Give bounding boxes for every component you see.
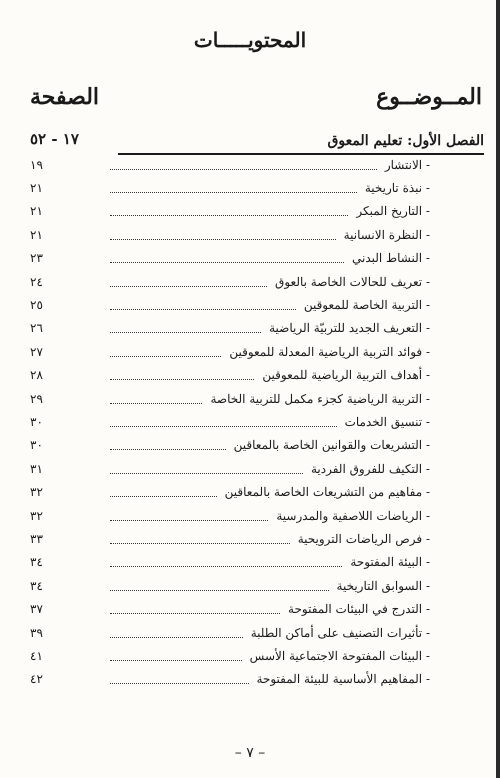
- toc-entry: [30, 293, 430, 316]
- toc-entry-label: - التعريف الجديد للتربيّة الرياضية: [269, 321, 430, 336]
- dot-leader: [110, 191, 357, 193]
- toc-entry-label: - الرياضات اللاصفية والمدرسية: [276, 508, 430, 523]
- toc-entry-page: ٣٤: [30, 555, 43, 570]
- toc-entry: [30, 200, 430, 223]
- toc-entry-label: - تأثيرات التصنيف على أماكن الطلبة: [250, 625, 430, 640]
- dot-leader: [110, 682, 249, 684]
- toc-entries: [30, 153, 430, 691]
- dot-leader: [110, 519, 268, 521]
- toc-entry: [30, 504, 430, 527]
- toc-entry-label: - تنسيق الخدمات: [344, 414, 430, 429]
- chapter-heading: [30, 130, 484, 152]
- toc-entry-page: ٢٧: [30, 344, 43, 359]
- dot-leader: [110, 308, 296, 310]
- toc-entry: [30, 574, 430, 597]
- dot-leader: [110, 238, 336, 240]
- toc-entry-label: - البيئات المفتوحة الاجتماعية الأسس: [249, 648, 430, 663]
- toc-entry-page: ٣٧: [30, 602, 43, 617]
- toc-entry-page: ٢١: [30, 181, 43, 196]
- dot-leader: [110, 402, 202, 404]
- toc-entry-page: ٢٣: [30, 251, 43, 266]
- toc-entry-label: - التشريعات والقوانين الخاصة بالمعاقين: [233, 438, 430, 453]
- dot-leader: [110, 425, 337, 427]
- toc-entry: [30, 551, 430, 574]
- toc-entry-page: ٢٨: [30, 368, 43, 383]
- page-edge: [496, 0, 500, 778]
- toc-entry-label: - التربية الرياضية كجزء مكمل للتربية الخاصة: [210, 391, 430, 406]
- dot-leader: [110, 589, 329, 591]
- toc-entry-label: - المفاهيم الأساسية للبيئة المفتوحة: [256, 672, 430, 687]
- toc-entry: [30, 434, 430, 457]
- toc-entry-label: - النشاط البدني: [351, 251, 430, 266]
- toc-entry: [30, 364, 430, 387]
- toc-entry: [30, 621, 430, 644]
- toc-entry: [30, 480, 430, 503]
- dot-leader: [110, 448, 226, 450]
- toc-entry-label: - النظرة الانسانية: [343, 227, 430, 242]
- toc-entry-page: ٣٢: [30, 508, 43, 523]
- toc-entry-label: - تعريف للحالات الخاصة بالعوق: [275, 274, 430, 289]
- toc-entry-page: ٢٥: [30, 298, 43, 313]
- dot-leader: [110, 612, 280, 614]
- toc-entry-page: ٣٤: [30, 578, 43, 593]
- toc-entry-page: ٣٩: [30, 625, 43, 640]
- toc-entry: [30, 317, 430, 340]
- dot-leader: [110, 355, 221, 357]
- chapter-title: الفصل الأول: تعليم المعوق: [327, 133, 484, 149]
- toc-entry-page: ٢٦: [30, 321, 43, 336]
- toc-entry-page: ٢١: [30, 204, 43, 219]
- toc-entry: [30, 223, 430, 246]
- topic-column-header: المــوضــوع: [376, 84, 482, 110]
- toc-entry: [30, 457, 430, 480]
- toc-entry-label: - فوائد التربية الرياضية المعدلة للمعوقين: [229, 344, 430, 359]
- toc-entry-page: ٣٢: [30, 485, 43, 500]
- toc-entry-label: - التربية الخاصة للمعوقين: [303, 298, 430, 313]
- toc-entry: [30, 270, 430, 293]
- toc-entry-label: - مفاهيم من التشريعات الخاصة بالمعاقين: [224, 485, 430, 500]
- toc-entry-page: ٣١: [30, 461, 43, 476]
- toc-entry: [30, 340, 430, 363]
- toc-entry-label: - السوابق التاريخية: [336, 578, 430, 593]
- page-column-header: الصفحة: [30, 84, 100, 110]
- toc-entry-label: - أهداف التربية الرياضية للمعوقين: [262, 368, 430, 383]
- dot-leader: [110, 472, 303, 474]
- dot-leader: [110, 378, 254, 380]
- dot-leader: [110, 214, 348, 216]
- dot-leader: [110, 168, 377, 170]
- page-number: – ٧ –: [234, 745, 266, 761]
- toc-entry-label: - فرص الرياضات الترويحية: [297, 531, 430, 546]
- toc-entry-label: - التاريخ المبكر: [356, 204, 430, 219]
- dot-leader: [110, 565, 342, 567]
- toc-entry: [30, 597, 430, 620]
- toc-entry-label: - نبذة تاريخية: [364, 181, 430, 196]
- toc-entry: [30, 247, 430, 270]
- dot-leader: [110, 261, 344, 263]
- toc-entry: [30, 176, 430, 199]
- toc-entry: [30, 410, 430, 433]
- dot-leader: [110, 636, 243, 638]
- dot-leader: [110, 331, 261, 333]
- toc-entry: [30, 668, 430, 691]
- toc-entry-page: ٣٠: [30, 414, 43, 429]
- toc-entry-page: ٣٠: [30, 438, 43, 453]
- chapter-page-range: ١٧ - ٥٢: [30, 130, 79, 148]
- toc-entry-label: - البيئة المفتوحة: [350, 555, 430, 570]
- toc-entry-label: - التكيف للفروق الفردية: [310, 461, 430, 476]
- toc-entry: [30, 153, 430, 176]
- toc-entry-page: ٤١: [30, 648, 43, 663]
- toc-entry-label: - الانتشار: [384, 157, 430, 172]
- dot-leader: [110, 659, 242, 661]
- toc-entry-page: ٢١: [30, 227, 43, 242]
- toc-entry-page: ٢٤: [30, 274, 43, 289]
- toc-entry: [30, 644, 430, 667]
- page-title: المحتويـــــات: [193, 28, 307, 52]
- toc-entry-page: ٢٩: [30, 391, 43, 406]
- toc-entry-page: ٤٢: [30, 672, 43, 687]
- dot-leader: [110, 285, 267, 287]
- dot-leader: [110, 495, 217, 497]
- dot-leader: [110, 542, 290, 544]
- toc-entry-label: - التدرج في البيئات المفتوحة: [288, 602, 430, 617]
- toc-entry-page: ٣٣: [30, 531, 43, 546]
- toc-entry: [30, 527, 430, 550]
- toc-entry-page: ١٩: [30, 157, 43, 172]
- toc-entry: [30, 387, 430, 410]
